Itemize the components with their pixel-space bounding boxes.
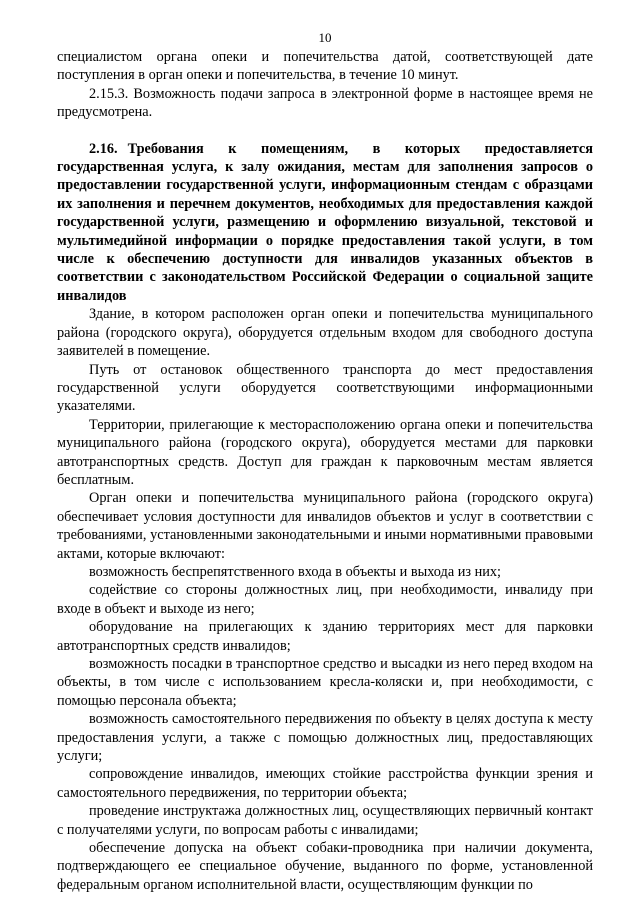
paragraph-continuation: специалистом органа опеки и попечительства датой, соответствующей дате поступления в орган опеки и попечительства, в течение 10 минут. [57, 49, 593, 84]
list-item: возможность беспрепятственного входа в объекты и выхода из них; [89, 563, 502, 580]
list-item: обеспечение допуска на объект собаки-проводника при наличии документа, подтверждающего ее специальное обучение, выданного по форме, установленной федеральным органом исполнительной власти, осуществляющим функции по [57, 840, 593, 893]
list-item: возможность посадки в транспортное средство и высадки из него перед входом на объекты, в том числе с использованием кресла-коляски и, при необходимости, с помощью персонала объекта; [57, 656, 593, 709]
document-page [57, 30, 593, 894]
body-paragraph: Территории, прилегающие к месторасположению органа опеки и попечительства муниципального района (городского округа), оборудуется местами для парковки автотранспортных средств. Доступ для граждан к парковочным местам является бесплатным. [57, 416, 593, 488]
body-paragraph: Путь от остановок общественного транспорта до мест предоставления государственной услуги оборудуется соответствующими информационными указателями. [57, 361, 593, 415]
body-paragraph: Здание, в котором расположен орган опеки и попечительства муниципального района (городского округа), оборудуется отдельным входом для свободного доступа заявителей в помещение. [57, 306, 593, 360]
paragraph-2-15-3: 2.15.3. Возможность подачи запроса в электронной форме в настоящее время не предусмотрена. [57, 85, 593, 121]
list-item: содействие со стороны должностных лиц, при необходимости, инвалиду при входе в объект и выходе из него; [57, 582, 593, 617]
list-item: оборудование на прилегающих к зданию территориях мест для парковки автотранспортных средств инвалидов; [57, 619, 593, 654]
page-number: 10 [318, 30, 332, 45]
list-item: сопровождение инвалидов, имеющих стойкие расстройства функции зрения и самостоятельного передвижения, по территории объекта; [57, 766, 593, 801]
section-title: Требования к помещениям, в которых предоставляется государственная услуга, к залу ожидания, местам для заполнения запросов о предоставлении государственной услуги, информационным стендам с образцами их заполнения и перечнем документов, необходимых для предоставления каждой государственной услуги, размещению и оформлению визуальной, текстовой и мультимедийной информации о порядке предоставления такой услуги, в том числе к обеспечению доступности для инвалидов указанных объектов в соответствии с законодательством Российской Федерации о социальной защите инвалидов [57, 140, 593, 304]
section-number: 2.16. [89, 140, 118, 157]
list-item: проведение инструктажа должностных лиц, осуществляющих первичный контакт с получателями услуги, по вопросам работы с инвалидами; [57, 803, 593, 838]
body-paragraph: Орган опеки и попечительства муниципального района (городского округа) обеспечивает условия доступности для инвалидов объектов и услуг в соответствии с требованиями, установленными законодательными и иными нормативными правовыми актами, которые включают: [57, 490, 593, 562]
section-heading [57, 140, 593, 306]
list-item: возможность самостоятельного передвижения по объекту в целях доступа к месту предоставления услуги, а также с помощью должностных лиц, предоставляющих услуги; [57, 711, 593, 765]
